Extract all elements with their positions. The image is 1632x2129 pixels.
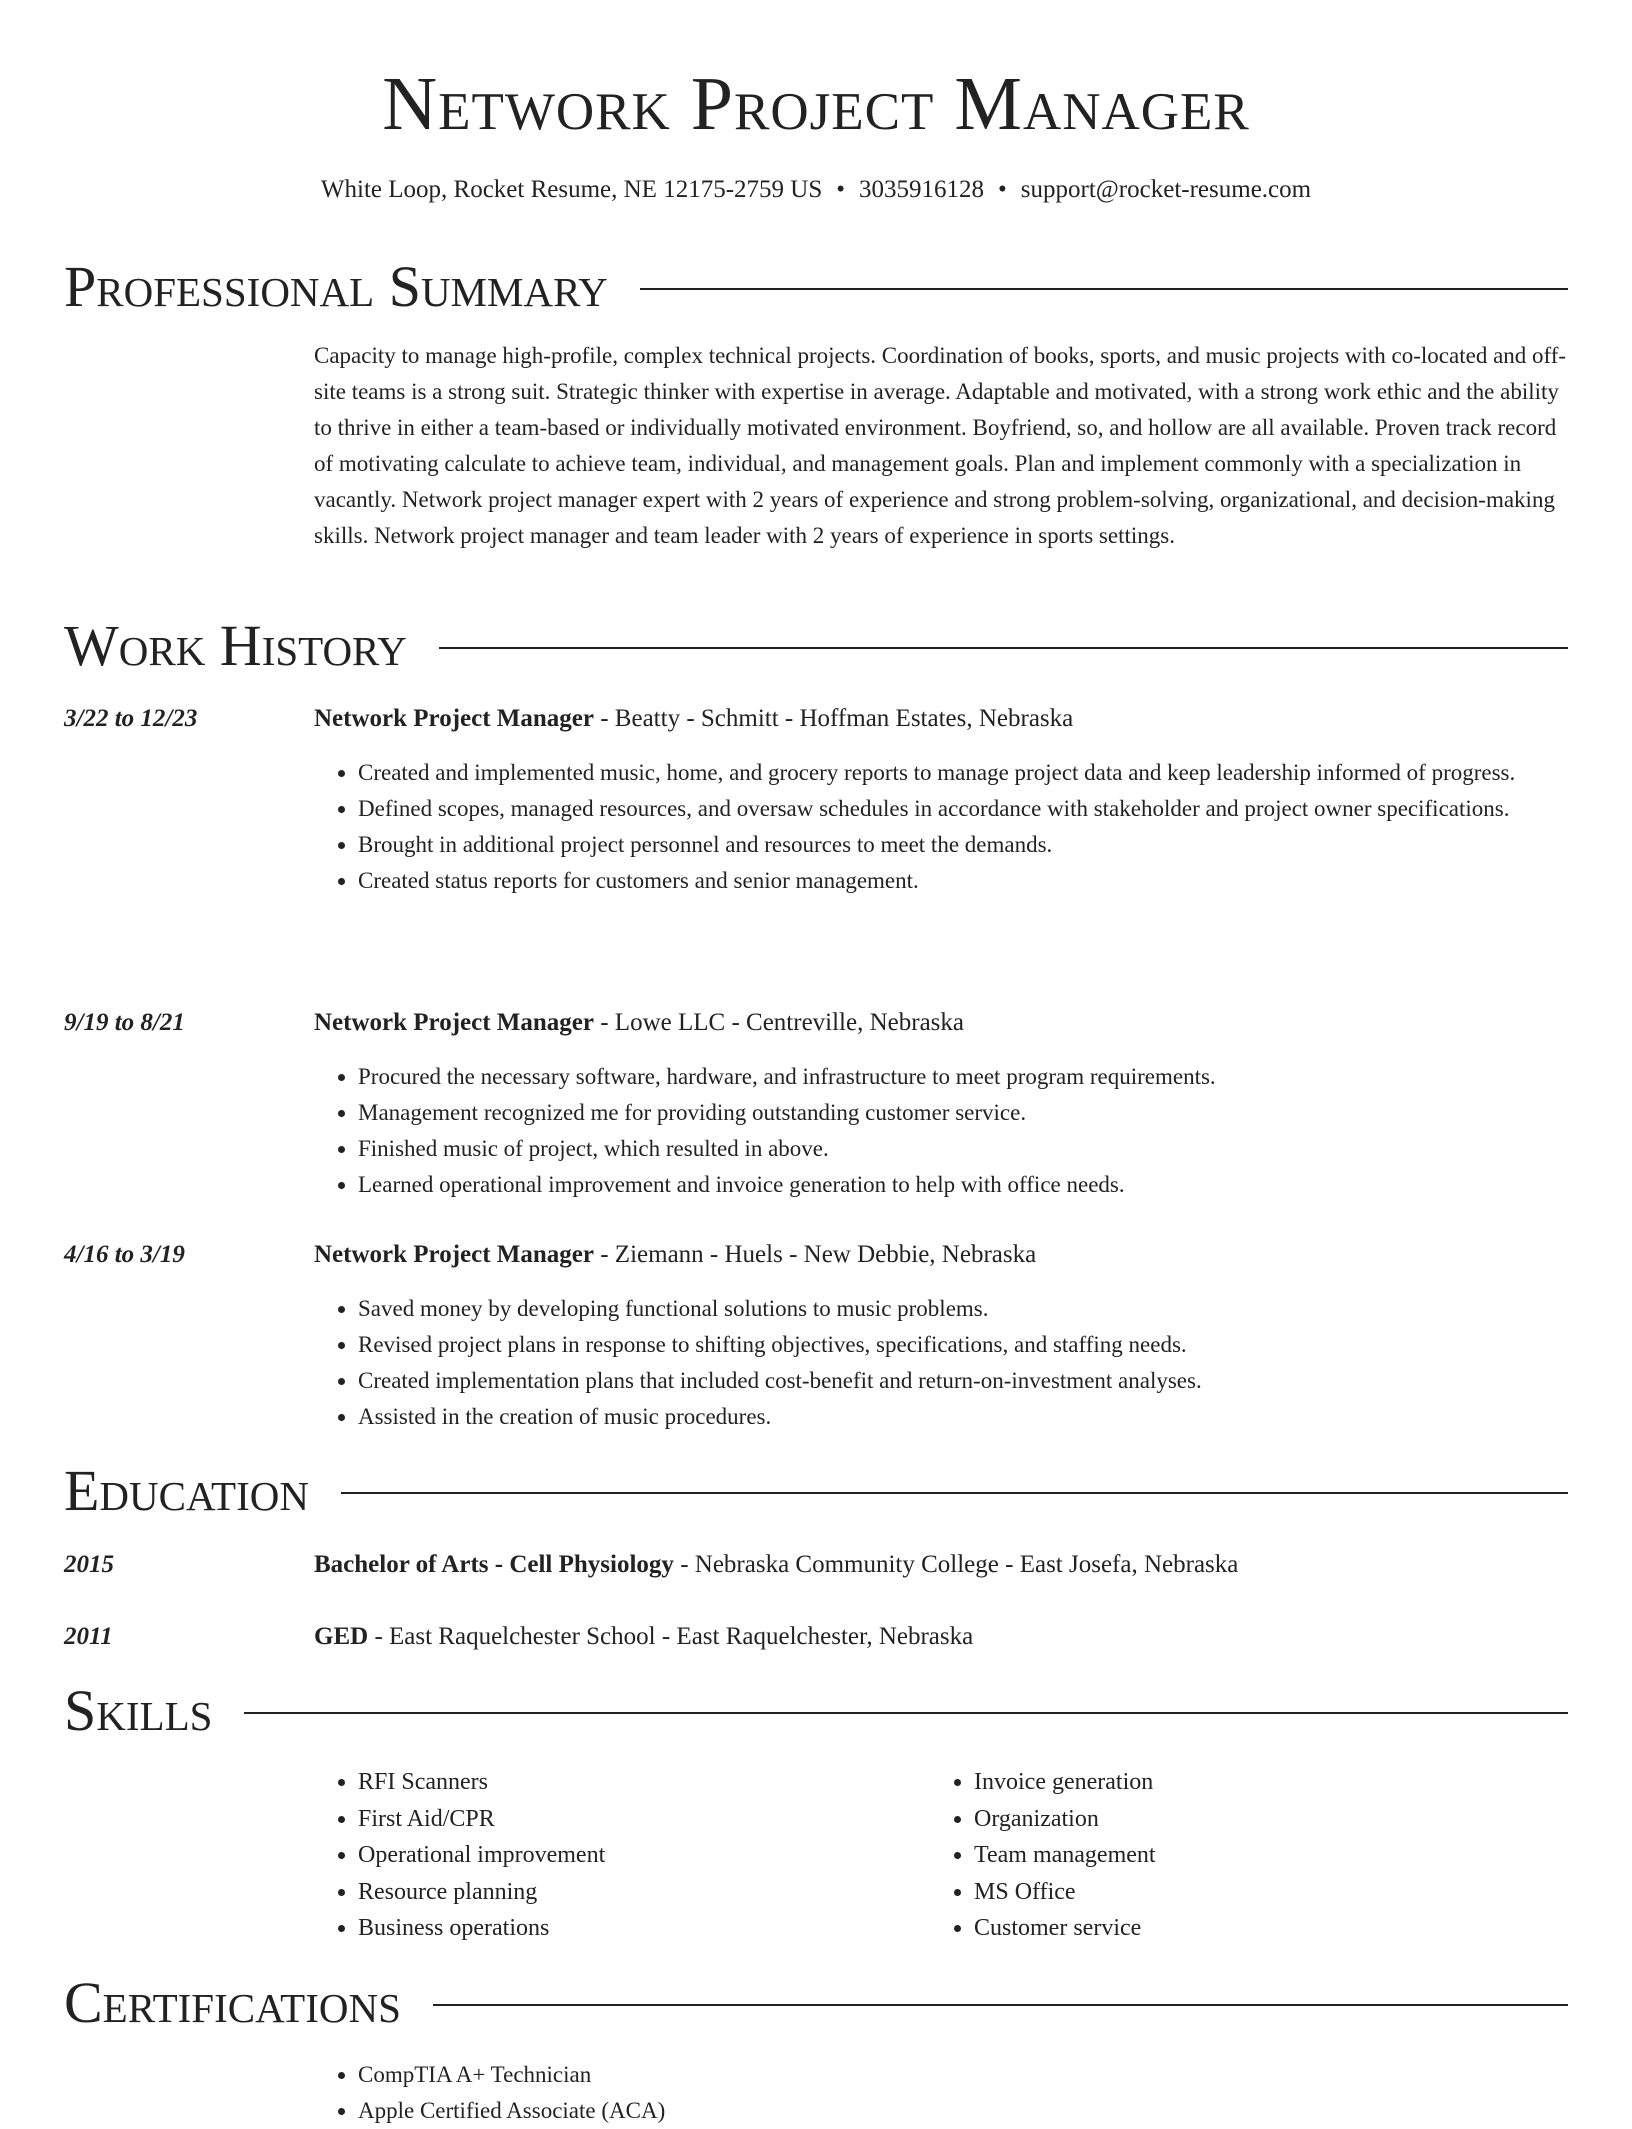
list-item: • Finished music of project, which resulted in above.	[358, 1131, 1568, 1167]
section-rule	[433, 2004, 1568, 2006]
section-rule	[439, 647, 1568, 649]
contact-line	[0, 172, 1632, 208]
education-year: 2015	[64, 1551, 114, 1578]
list-item: • Learned operational improvement and invoice generation to help with office needs.	[358, 1167, 1568, 1203]
section-rule	[341, 1492, 1568, 1494]
list-item: • Defined scopes, managed resources, and oversaw schedules in accordance with stakeholder and project owner specifications.	[358, 791, 1568, 827]
job-heading	[314, 701, 1568, 737]
list-item: • Team management	[974, 1837, 1546, 1874]
list-item: • Revised project plans in response to shifting objectives, specifications, and staffing needs.	[358, 1327, 1568, 1363]
list-item: • CompTIA A+ Technician	[358, 2057, 1568, 2093]
job-role: Network Project Manager	[314, 705, 594, 732]
list-item: • Management recognized me for providing outstanding customer service.	[358, 1095, 1568, 1131]
section-work-history	[64, 611, 1568, 681]
list-item: • Operational improvement	[358, 1837, 930, 1874]
section-certifications	[64, 1968, 1568, 2038]
list-item: • Assisted in the creation of music procedures.	[358, 1399, 1568, 1435]
list-item: • Apple Certified Associate (ACA)	[358, 2093, 1568, 2129]
section-rule	[244, 1712, 1568, 1714]
job-bullets	[314, 1291, 1568, 1435]
skills-list-left	[314, 1764, 930, 1947]
section-skills	[64, 1676, 1568, 1746]
education-details: - East Raquelchester School - East Raquelchester, Nebraska	[368, 1623, 974, 1650]
contact-separator: •	[836, 176, 846, 203]
contact-phone: 3035916128	[859, 176, 985, 203]
section-title: Skills	[64, 1678, 213, 1743]
education-entry	[314, 1547, 1568, 1583]
job-role: Network Project Manager	[314, 1009, 594, 1036]
job-details: - Beatty - Schmitt - Hoffman Estates, Nebraska	[593, 705, 1074, 732]
education-degree: GED	[314, 1623, 369, 1650]
list-item: • Saved money by developing functional solutions to music problems.	[358, 1291, 1568, 1327]
job-heading	[314, 1237, 1568, 1273]
list-item: • Business operations	[358, 1910, 930, 1947]
section-rule	[640, 288, 1568, 290]
education-details: - Nebraska Community College - East Josefa, Nebraska	[673, 1551, 1239, 1578]
job-dates: 9/19 to 8/21	[64, 1009, 185, 1036]
job-role: Network Project Manager	[314, 1241, 594, 1268]
job-bullets	[314, 755, 1568, 899]
list-item: • Brought in additional project personnel and resources to meet the demands.	[358, 827, 1568, 863]
certifications-list	[314, 2057, 1568, 2129]
list-item: • Invoice generation	[974, 1764, 1546, 1801]
job-dates: 3/22 to 12/23	[64, 705, 198, 732]
list-item: • Organization	[974, 1801, 1546, 1838]
job-details: - Ziemann - Huels - New Debbie, Nebraska	[593, 1241, 1037, 1268]
list-item: • Created status reports for customers and senior management.	[358, 863, 1568, 899]
education-year: 2011	[64, 1623, 113, 1650]
list-item: • Procured the necessary software, hardware, and infrastructure to meet program requirements.	[358, 1059, 1568, 1095]
contact-separator: •	[998, 176, 1007, 203]
contact-email: support@rocket-resume.com	[1020, 176, 1312, 203]
section-title: Education	[64, 1458, 309, 1523]
list-item: • Resource planning	[358, 1874, 930, 1911]
summary-text: Capacity to manage high-profile, complex technical projects. Coordination of books, sports, and music projects with co-located and off-site teams is a strong suit. Strategic thinker with expertise in average. Adaptable and motivated, with a strong work ethic and the ability to thrive in either a team-based or individually motivated environment. Boyfriend, so, and hollow are all available. Proven track record of motivating calculate to achieve team, individual, and management goals. Plan and implement commonly with a specialization in vacantly. Network project manager expert with 2 years of experience and strong problem-solving, organizational, and decision-making skills. Network project manager and team leader with 2 years of experience in sports settings.	[314, 343, 1567, 548]
list-item: • First Aid/CPR	[358, 1801, 930, 1838]
contact-address: White Loop, Rocket Resume, NE 12175-2759 US	[320, 176, 823, 203]
skills-columns	[314, 1764, 1568, 1947]
list-item: • Created implementation plans that included cost-benefit and return-on-investment analyses.	[358, 1363, 1568, 1399]
job-bullets	[314, 1059, 1568, 1203]
job-details: - Lowe LLC - Centreville, Nebraska	[593, 1009, 964, 1036]
education-degree: Bachelor of Arts - Cell Physiology	[314, 1551, 674, 1578]
section-professional-summary	[64, 252, 1568, 322]
skills-list-right	[930, 1764, 1546, 1947]
list-item: • RFI Scanners	[358, 1764, 930, 1801]
list-item: • Customer service	[974, 1910, 1546, 1947]
list-item: • MS Office	[974, 1874, 1546, 1911]
education-entry	[314, 1619, 1568, 1655]
candidate-name: Network Project Manager	[382, 62, 1250, 146]
section-education	[64, 1456, 1568, 1526]
job-heading	[314, 1005, 1568, 1041]
job-dates: 4/16 to 3/19	[64, 1241, 185, 1268]
list-item: • Created and implemented music, home, and grocery reports to manage project data and keep leadership informed of progress.	[358, 755, 1568, 791]
section-title: Certifications	[64, 1970, 401, 2035]
section-title: Professional Summary	[64, 254, 608, 319]
section-title: Work History	[64, 613, 407, 678]
